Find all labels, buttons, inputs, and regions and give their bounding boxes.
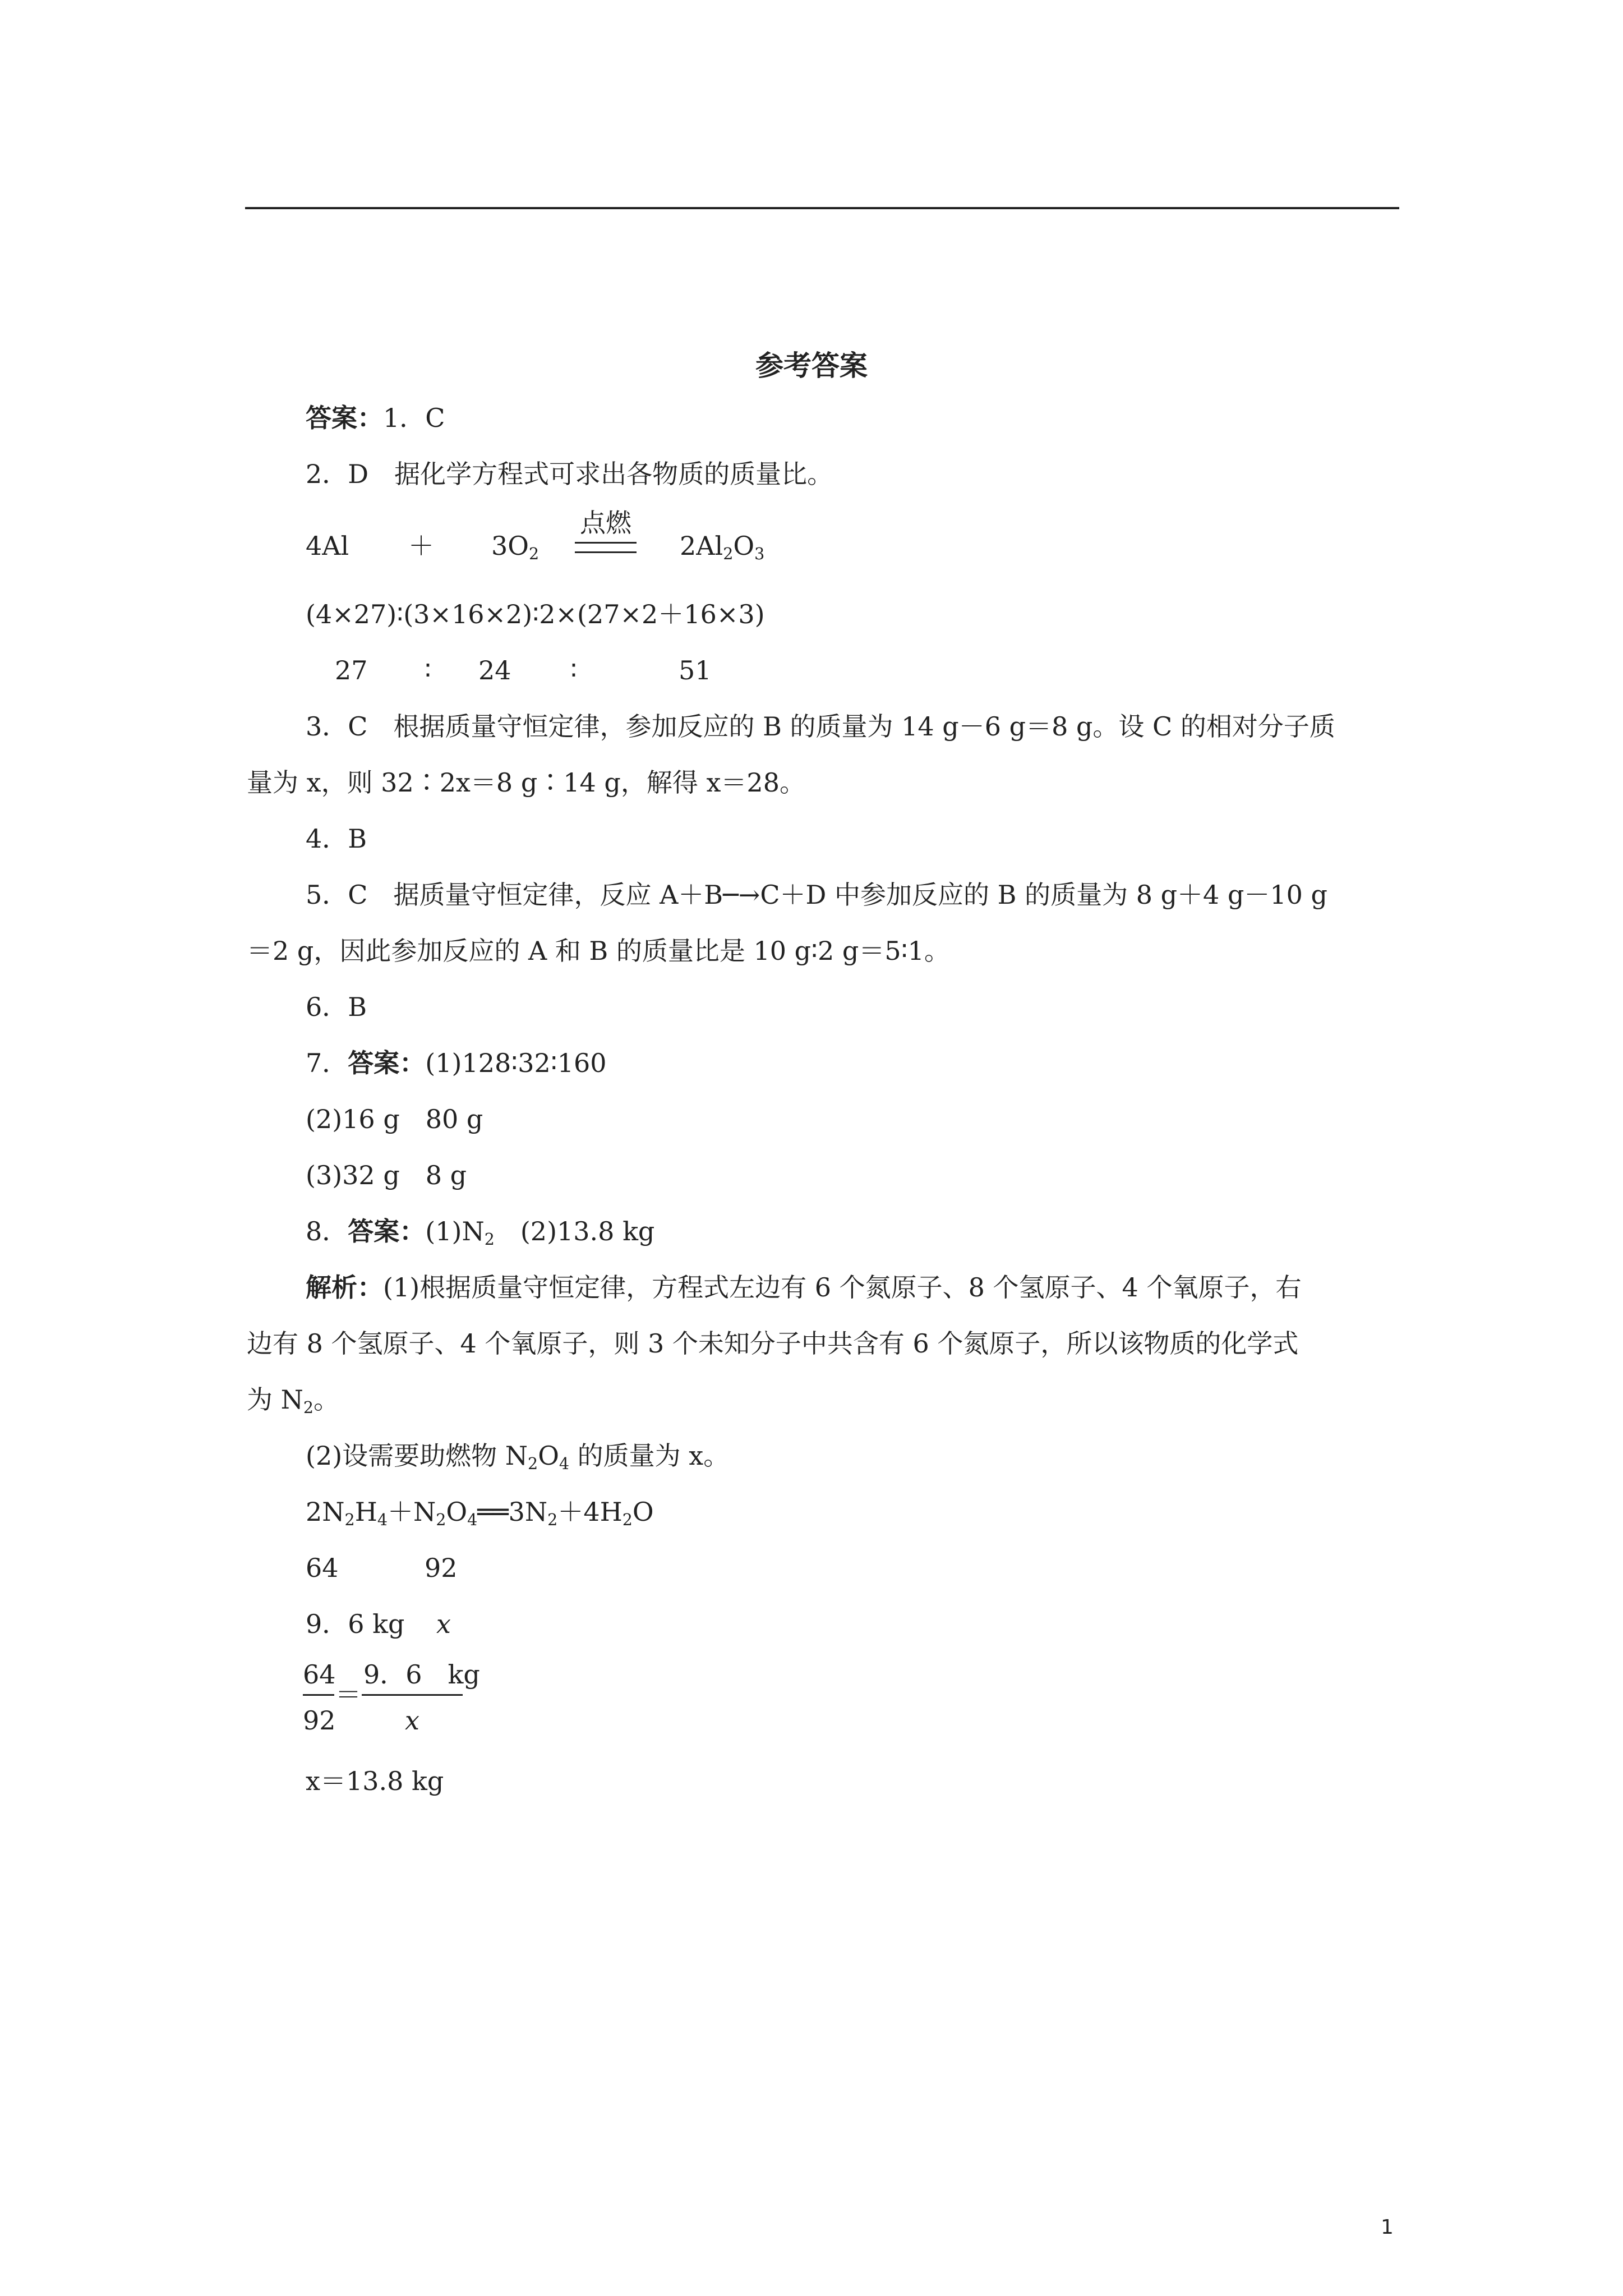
analysis-label: 解析： bbox=[306, 1272, 383, 1303]
analysis-line1: 解析：(1)根据质量守恒定律，方程式左边有 6 个氮原子、8 个氢原子、4 个氧原子，右 bbox=[306, 1272, 1302, 1303]
answer-1 bbox=[306, 403, 445, 434]
answer-3-line1: 3．C 根据质量守恒定律，参加反应的 B 的质量为 14 g－6 g＝8 g。设 C 的相对分子质 bbox=[306, 711, 1335, 742]
frac-equals: ＝ bbox=[335, 1680, 361, 1710]
analysis-line2: 边有 8 个氢原子、4 个氧原子，则 3 个未知分子中共含有 6 个氮原子，所以该物质的化学式 bbox=[247, 1328, 1299, 1359]
answer-6: 6．B bbox=[306, 992, 367, 1022]
answer-7: 7．答案：(1)128∶32∶160 bbox=[306, 1048, 607, 1078]
ratio-sep-2: ∶ bbox=[570, 655, 577, 685]
eq-plus: ＋ bbox=[408, 531, 434, 561]
header-rule bbox=[245, 207, 1399, 209]
mass-n2o4: 92 bbox=[425, 1553, 458, 1583]
given-mass: 9．6 kg bbox=[306, 1609, 405, 1639]
analysis-line3: 为 $N_2$。 bbox=[247, 1384, 340, 1417]
ratio-o2: 24 bbox=[478, 655, 511, 685]
frac-left-num: 64 bbox=[303, 1659, 336, 1690]
ratio-al2o3: 51 bbox=[679, 655, 712, 685]
ratio-al: 27 bbox=[335, 655, 368, 685]
equation-n2h4: $2N_2H_4+N_2O_4══3N_2+4H_2O$ bbox=[306, 1497, 654, 1529]
mass-calc: (4×27)∶(3×16×2)∶2×(27×2＋16×3) bbox=[306, 599, 765, 629]
frac-right-den: x bbox=[405, 1705, 419, 1736]
ratio-sep-1: ∶ bbox=[425, 655, 431, 685]
frac-right-bar bbox=[362, 1694, 463, 1696]
answer-label: 答案： bbox=[306, 403, 383, 433]
answer-2: 2．D 据化学方程式可求出各物质的质量比。 bbox=[306, 459, 833, 489]
answer-7-part2: (2)16 g 80 g bbox=[306, 1104, 483, 1134]
eq-condition: 点燃 bbox=[580, 508, 631, 538]
eq-reactant-al: 4Al bbox=[306, 531, 349, 561]
mass-n2h4: 64 bbox=[306, 1553, 339, 1583]
answer-5-line2: ＝2 g，因此参加反应的 A 和 B 的质量比是 10 g∶2 g＝5∶1。 bbox=[247, 936, 950, 966]
frac-right-num: 9．6 kg bbox=[363, 1659, 480, 1690]
eq-product-al2o3: $2Al_2O_3$ bbox=[680, 531, 765, 563]
frac-left-bar bbox=[303, 1694, 334, 1696]
eq-reactant-o2: $3O_2$ bbox=[491, 531, 540, 563]
eq-double-line bbox=[575, 542, 637, 553]
answer-5-line1: 5．C 据质量守恒定律，反应 A＋B─→C＋D 中参加反应的 B 的质量为 8 g＋4 g－10 g bbox=[306, 880, 1327, 910]
analysis-part2: (2)设需要助燃物 $N_2O_4$ 的质量为 x。 bbox=[306, 1441, 730, 1473]
page-title: 参考答案 bbox=[755, 349, 868, 382]
answer-3-line2: 量为 x，则 32∶2x＝8 g∶14 g，解得 x＝28。 bbox=[247, 767, 805, 798]
frac-left-den: 92 bbox=[303, 1705, 336, 1736]
answer-4: 4．B bbox=[306, 823, 367, 854]
page-number: 1 bbox=[1381, 2216, 1394, 2239]
answer-1-text: 1．C bbox=[383, 403, 445, 433]
unknown-x: x bbox=[436, 1609, 451, 1639]
answer-8: 8．答案：$(1)N_2$ (2)13.8 kg bbox=[306, 1216, 655, 1249]
answer-7-part3: (3)32 g 8 g bbox=[306, 1160, 467, 1190]
result: x＝13.8 kg bbox=[306, 1766, 444, 1796]
